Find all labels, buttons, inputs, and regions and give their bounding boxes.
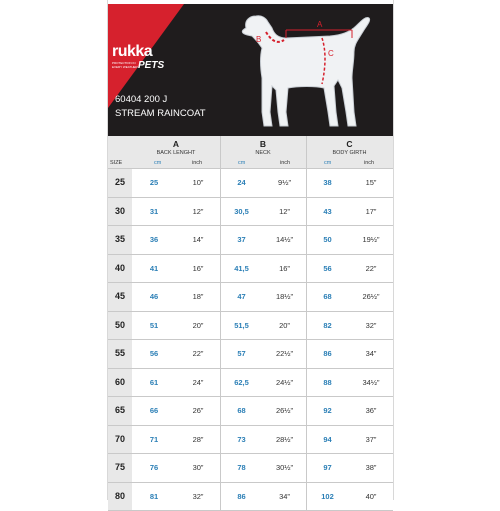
table-row: [108, 198, 393, 227]
cell-c-in: 15”: [349, 169, 393, 197]
col-letter: C: [306, 139, 393, 149]
cell-b-cm: 30,5: [220, 198, 263, 226]
cell-c-cm: 94: [306, 426, 349, 454]
cell-c-in: 32”: [349, 312, 393, 340]
unit-inch: inch: [280, 160, 290, 166]
size-table: [108, 136, 393, 511]
size-chart-card: [107, 0, 394, 500]
size-cell: 75: [108, 454, 132, 482]
cell-a-cm: 46: [132, 283, 176, 311]
divider: [306, 136, 307, 168]
divider: [306, 226, 307, 254]
cell-b-cm: 37: [220, 226, 263, 254]
cell-a-cm: 61: [132, 369, 176, 397]
cell-a-in: 26”: [176, 397, 220, 425]
cell-a-in: 22”: [176, 340, 220, 368]
cell-c-cm: 68: [306, 283, 349, 311]
size-cell: 50: [108, 312, 132, 340]
cell-a-in: 12”: [176, 198, 220, 226]
cell-a-in: 16”: [176, 255, 220, 283]
size-column-header: SIZE: [110, 160, 122, 166]
cell-c-cm: 88: [306, 369, 349, 397]
divider: [220, 454, 221, 482]
divider: [306, 312, 307, 340]
cell-b-cm: 41,5: [220, 255, 263, 283]
label-a: A: [317, 20, 323, 29]
cell-a-in: 30”: [176, 454, 220, 482]
cell-c-in: 36”: [349, 397, 393, 425]
cell-b-in: 9½”: [263, 169, 306, 197]
table-row: [108, 312, 393, 341]
unit-cm: cm: [324, 160, 331, 166]
cell-b-cm: 57: [220, 340, 263, 368]
unit-cm: cm: [238, 160, 245, 166]
size-cell: 70: [108, 426, 132, 454]
cell-c-cm: 97: [306, 454, 349, 482]
table-header: [108, 136, 393, 169]
size-cell: 35: [108, 226, 132, 254]
cell-b-cm: 68: [220, 397, 263, 425]
divider: [220, 283, 221, 311]
cell-a-cm: 51: [132, 312, 176, 340]
divider: [306, 369, 307, 397]
table-row: [108, 369, 393, 398]
cell-b-in: 12”: [263, 198, 306, 226]
cell-a-in: 32”: [176, 483, 220, 511]
divider: [220, 483, 221, 511]
divider: [306, 198, 307, 226]
cell-c-in: 26½”: [349, 283, 393, 311]
divider: [220, 397, 221, 425]
cell-a-cm: 81: [132, 483, 176, 511]
size-cell: 40: [108, 255, 132, 283]
divider: [306, 454, 307, 482]
size-cell: 30: [108, 198, 132, 226]
size-cell: 25: [108, 169, 132, 197]
table-row: [108, 483, 393, 511]
col-group-c: [306, 136, 393, 168]
cell-c-cm: 92: [306, 397, 349, 425]
cell-b-in: 28½”: [263, 426, 306, 454]
divider: [220, 312, 221, 340]
table-body: [108, 169, 393, 511]
cell-b-cm: 86: [220, 483, 263, 511]
col-letter: B: [220, 139, 306, 149]
divider: [306, 397, 307, 425]
divider: [306, 169, 307, 197]
table-row: [108, 283, 393, 312]
cell-b-cm: 24: [220, 169, 263, 197]
cell-b-cm: 78: [220, 454, 263, 482]
divider: [220, 340, 221, 368]
cell-a-in: 14”: [176, 226, 220, 254]
cell-a-in: 28”: [176, 426, 220, 454]
cell-c-in: 34”: [349, 340, 393, 368]
divider: [306, 426, 307, 454]
cell-c-cm: 102: [306, 483, 349, 511]
cell-a-cm: 71: [132, 426, 176, 454]
table-row: [108, 255, 393, 284]
cell-a-cm: 36: [132, 226, 176, 254]
size-cell: 80: [108, 483, 132, 511]
size-cell: 55: [108, 340, 132, 368]
divider: [220, 169, 221, 197]
cell-a-in: 24”: [176, 369, 220, 397]
cell-b-in: 34”: [263, 483, 306, 511]
cell-a-cm: 31: [132, 198, 176, 226]
table-row: [108, 397, 393, 426]
cell-c-cm: 82: [306, 312, 349, 340]
cell-b-cm: 47: [220, 283, 263, 311]
product-code: 60404 200 J: [115, 94, 167, 105]
size-cell: 45: [108, 283, 132, 311]
cell-a-cm: 25: [132, 169, 176, 197]
cell-c-in: 19½”: [349, 226, 393, 254]
cell-a-cm: 66: [132, 397, 176, 425]
divider: [220, 226, 221, 254]
unit-cm: cm: [154, 160, 161, 166]
cell-c-in: 38”: [349, 454, 393, 482]
table-row: [108, 426, 393, 455]
divider: [220, 369, 221, 397]
cell-c-cm: 43: [306, 198, 349, 226]
product-name: STREAM RAINCOAT: [115, 108, 206, 119]
col-name: BACK LENGHT: [132, 150, 220, 156]
table-row: [108, 340, 393, 369]
divider: [220, 198, 221, 226]
col-name: NECK: [220, 150, 306, 156]
cell-c-in: 17”: [349, 198, 393, 226]
divider: [306, 340, 307, 368]
cell-c-cm: 50: [306, 226, 349, 254]
cell-c-in: 37”: [349, 426, 393, 454]
cell-b-in: 18½”: [263, 283, 306, 311]
col-group-a: [132, 136, 220, 168]
col-name: BODY GIRTH: [306, 150, 393, 156]
cell-c-cm: 86: [306, 340, 349, 368]
size-cell: 60: [108, 369, 132, 397]
divider: [306, 255, 307, 283]
dog-silhouette: [242, 16, 369, 126]
logo-wordmark: rukka: [112, 44, 192, 60]
cell-b-cm: 62,5: [220, 369, 263, 397]
cell-c-cm: 56: [306, 255, 349, 283]
table-row: [108, 169, 393, 198]
divider: [220, 426, 221, 454]
label-c: C: [328, 49, 334, 58]
cell-b-in: 16”: [263, 255, 306, 283]
cell-a-in: 10”: [176, 169, 220, 197]
table-row: [108, 454, 393, 483]
cell-b-cm: 51,5: [220, 312, 263, 340]
cell-c-in: 40”: [349, 483, 393, 511]
cell-a-in: 20”: [176, 312, 220, 340]
divider: [220, 136, 221, 168]
divider: [220, 255, 221, 283]
cell-b-cm: 73: [220, 426, 263, 454]
cell-c-in: 34½”: [349, 369, 393, 397]
cell-b-in: 20”: [263, 312, 306, 340]
cell-c-in: 22”: [349, 255, 393, 283]
cell-a-in: 18”: [176, 283, 220, 311]
brand-logo: [112, 44, 192, 69]
size-cell: 65: [108, 397, 132, 425]
product-header: [108, 4, 393, 136]
cell-b-in: 24½”: [263, 369, 306, 397]
cell-a-cm: 76: [132, 454, 176, 482]
divider: [306, 283, 307, 311]
label-b: B: [256, 35, 261, 44]
logo-tagline: PROTECTION IN EVERY WEATHER: [112, 61, 138, 69]
cell-b-in: 22½”: [263, 340, 306, 368]
logo-pets: PETS: [138, 61, 164, 71]
unit-inch: inch: [364, 160, 374, 166]
cell-b-in: 26½”: [263, 397, 306, 425]
cell-a-cm: 41: [132, 255, 176, 283]
unit-inch: inch: [192, 160, 202, 166]
col-group-b: [220, 136, 306, 168]
dog-measurement-diagram: [238, 8, 388, 136]
table-row: [108, 226, 393, 255]
cell-b-in: 14½”: [263, 226, 306, 254]
divider: [306, 483, 307, 511]
col-letter: A: [132, 139, 220, 149]
cell-a-cm: 56: [132, 340, 176, 368]
cell-c-cm: 38: [306, 169, 349, 197]
cell-b-in: 30½”: [263, 454, 306, 482]
